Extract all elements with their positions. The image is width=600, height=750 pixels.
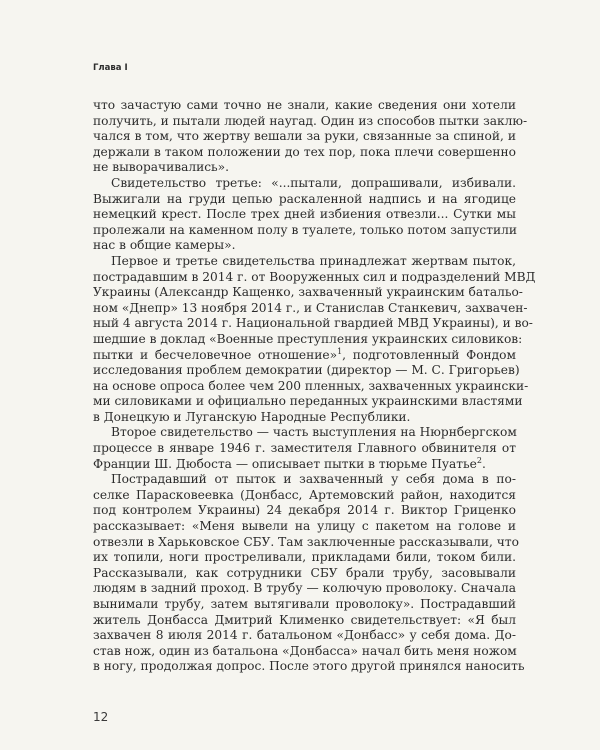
text-line: житель Донбасса Дмитрий Клименко свидетельствует: «Я был	[93, 612, 516, 627]
text-line: ный 4 августа 2014 г. Национальной гвардией МВД Украины), и во-	[93, 316, 533, 331]
text-line: Франции Ш. Дюбоста — описывает пытки в тюрьме Пуатье$^2$.	[93, 455, 486, 471]
footnote-marker: 1	[337, 346, 343, 356]
text-line: рассказывает: «Меня вывели на улицу с пакетом на голове и	[93, 519, 516, 534]
text-line: пострадавшим в 2014 г. от Вооруженных сил и подразделений МВД	[93, 269, 536, 284]
text-line: Второе свидетельство — часть выступления на Нюрнбергском	[111, 425, 517, 440]
text-line: нас в общие камеры».	[93, 238, 236, 253]
text-line: ном «Днепр» 13 ноября 2014 г., и Станислав Станкевич, захвачен-	[93, 300, 528, 315]
paragraph	[93, 472, 525, 675]
text-line: Выжигали на груди цепью раскаленной надпись и на ягодице	[93, 191, 516, 206]
text-line: пытки и бесчеловечное отношение»$^1$, подготовленный Фондом	[93, 346, 516, 362]
text-line: чался в том, что жертву вешали за руки, связанные за спиной, и	[93, 129, 516, 144]
text-line: шедшие в доклад «Военные преступления украинских силовиков:	[93, 331, 523, 346]
text-line: что зачастую сами точно не знали, какие сведения они хотели	[93, 98, 516, 112]
text-line: исследования проблем демократии (директор — М. С. Григорьев)	[93, 363, 520, 378]
page-number: 12	[93, 710, 109, 724]
text-line: процессе в январе 1946 г. заместителя Главного обвинителя от	[93, 441, 516, 456]
text-line: став нож, один из батальона «Донбасса» начал бить меня ножом	[93, 643, 517, 658]
text-line: Пострадавший от пыток и захваченный у себя дома в по-	[111, 472, 516, 487]
text-line: не выворачивались».	[93, 160, 230, 175]
text-line: пролежали на каменном полу в туалете, только потом запустили	[93, 222, 517, 237]
text-line: ми силовиками и официально переданных украинскими властями	[93, 394, 523, 409]
text-line: селке Парасковеевка (Донбасс, Артемовский район, находится	[93, 487, 516, 502]
text-line: держали в таком положении до тех пор, пока плечи совершенно	[93, 144, 516, 159]
text-line: Свидетельство третье: «...пытали, допрашивали, избивали.	[111, 175, 516, 190]
footnote-marker: 2	[476, 455, 482, 465]
chapter-header: Глава I	[93, 63, 128, 73]
text-line: людям в задний проход. В трубу — колючую проволоку. Сначала	[93, 581, 516, 596]
paragraph	[93, 98, 528, 176]
text-line: их топили, ноги простреливали, прикладами били, током били.	[93, 550, 516, 565]
text-line: в Донецкую и Луганскую Народные Республики.	[93, 409, 411, 424]
text-line: получить, и пытали людей наугад. Один из способов пытки заклю-	[93, 113, 528, 128]
text-line: в ногу, продолжая допрос. После этого другой принялся наносить	[93, 659, 525, 674]
text-line: Рассказывали, как сотрудники СБУ брали трубу, засовывали	[93, 565, 516, 580]
paragraph	[93, 176, 516, 254]
text-line: вынимали трубу, затем вытягивали проволоку». Пострадавший	[93, 597, 516, 611]
text-line: под контролем Украины) 24 декабря 2014 г. Виктор Гриценко	[93, 503, 516, 518]
paragraph	[93, 425, 516, 472]
text-line: немецкий крест. После трех дней избиения отвезли... Сутки мы	[93, 207, 516, 222]
paragraph	[93, 253, 536, 426]
text-line: захвачен 8 июля 2014 г. батальоном «Донбасс» у себя дома. До-	[93, 628, 516, 643]
text-line: на основе опроса более чем 200 пленных, захваченных украински-	[93, 378, 529, 393]
text-line: Украины (Александр Кащенко, захваченный украинским батальо-	[93, 285, 523, 300]
text-line: отвезли в Харьковское СБУ. Там заключенные рассказывали, что	[93, 534, 519, 549]
text-line: Первое и третье свидетельства принадлежат жертвам пыток,	[111, 253, 516, 268]
body-text	[93, 98, 536, 675]
